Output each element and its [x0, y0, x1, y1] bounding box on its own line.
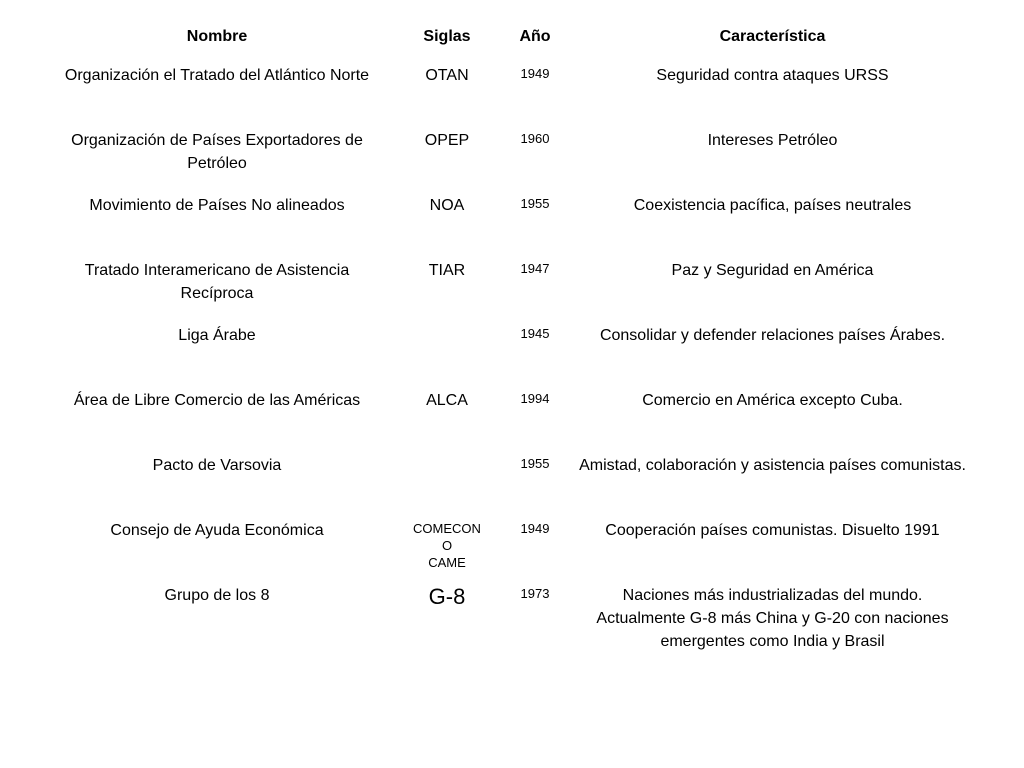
- org-year: 1949: [520, 521, 550, 536]
- organizations-table: [52, 22, 987, 665]
- org-name: Pacto de Varsovia: [152, 457, 282, 474]
- org-acronym: ALCA: [426, 392, 468, 409]
- org-acronym: G-8: [428, 584, 466, 609]
- header-row: [52, 22, 987, 56]
- acronym-line: CAME: [428, 555, 466, 570]
- org-acronym: OPEP: [424, 132, 470, 149]
- org-acronym: [382, 316, 512, 381]
- org-acronym: TIAR: [428, 262, 466, 279]
- table-row: [52, 446, 987, 511]
- org-name: Área de Libre Comercio de las Américas: [73, 392, 361, 409]
- org-name: Tratado Interamericano de Asistencia Recíproca: [84, 262, 350, 302]
- org-feature: Cooperación países comunistas. Disuelto 1991: [605, 522, 940, 539]
- table-row: [52, 251, 987, 316]
- org-acronym: OTAN: [425, 67, 469, 84]
- org-year: 1994: [520, 391, 550, 406]
- acronym-line: O: [441, 538, 453, 553]
- feature-line: Naciones más industrializadas del mundo.: [622, 587, 923, 604]
- org-feature: [558, 576, 987, 665]
- org-year: 1973: [520, 586, 550, 601]
- org-acronym: [382, 446, 512, 511]
- org-feature: Amistad, colaboración y asistencia países comunistas.: [579, 457, 966, 474]
- org-name: Movimiento de Países No alineados: [89, 197, 345, 214]
- feature-line: Actualmente G-8 más China y G-20 con naciones emergentes como India y Brasil: [596, 610, 949, 650]
- header-feature: Característica: [719, 28, 826, 45]
- table-row: [52, 511, 987, 576]
- org-feature: Paz y Seguridad en América: [671, 262, 874, 279]
- org-name: Organización el Tratado del Atlántico Norte: [64, 67, 370, 84]
- org-name: Consejo de Ayuda Económica: [110, 522, 324, 539]
- table-row: [52, 121, 987, 186]
- org-year: 1960: [520, 131, 550, 146]
- org-feature: Seguridad contra ataques URSS: [656, 67, 889, 84]
- table-row: [52, 186, 987, 251]
- table-row: [52, 56, 987, 121]
- org-name: Organización de Países Exportadores de Petróleo: [71, 132, 363, 172]
- org-name: Liga Árabe: [178, 327, 256, 344]
- table-row: [52, 381, 987, 446]
- org-acronym: [382, 511, 512, 576]
- org-feature: Comercio en América excepto Cuba.: [642, 392, 903, 409]
- org-year: 1955: [520, 456, 550, 471]
- org-feature: Intereses Petróleo: [707, 132, 838, 149]
- org-acronym: NOA: [429, 197, 465, 214]
- org-year: 1949: [520, 66, 550, 81]
- org-name: Grupo de los 8: [164, 587, 270, 604]
- org-year: 1945: [520, 326, 550, 341]
- org-feature: Coexistencia pacífica, países neutrales: [633, 197, 912, 214]
- header-year: Año: [519, 28, 551, 45]
- org-year: 1947: [520, 261, 550, 276]
- header-acronym: Siglas: [423, 28, 471, 45]
- acronym-line: COMECON: [413, 521, 481, 536]
- table-row: [52, 576, 987, 665]
- org-feature: Consolidar y defender relaciones países Árabes.: [599, 327, 946, 344]
- org-year: 1955: [520, 196, 550, 211]
- table-row: [52, 316, 987, 381]
- header-name: Nombre: [186, 28, 248, 45]
